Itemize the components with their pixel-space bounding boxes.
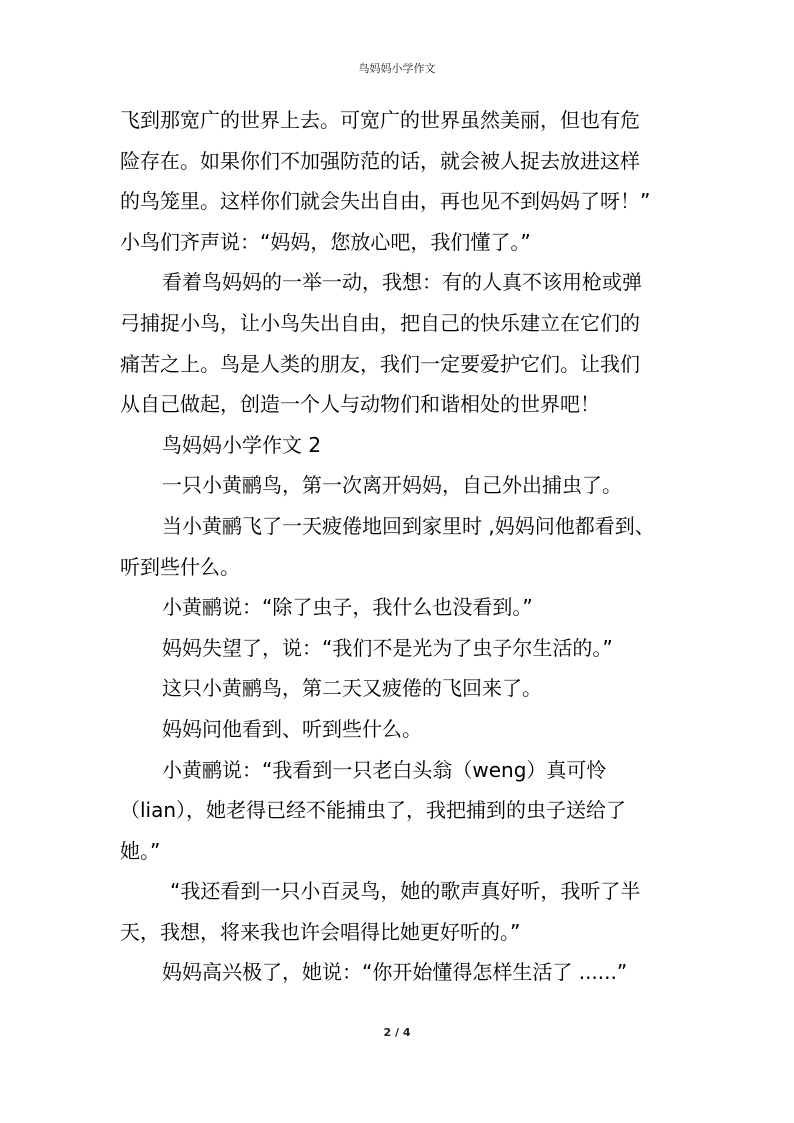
text-line: 听到些什么。 [120, 554, 240, 579]
paragraph-start-line: 这只小黄鹂鸟，第二天又疲倦的飞回来了。 [162, 676, 542, 701]
paragraph-start-line: “我还看到一只小百灵鸟，她的歌声真好听，我听了半 [170, 879, 641, 904]
text-line: 天，我想，将来我也许会唱得比她更好听的。” [120, 919, 521, 944]
paragraph-start-line: 妈妈失望了，说：“我们不是光为了虫子尔生活的。” [162, 635, 613, 660]
page-number: 2 / 4 [383, 1026, 411, 1039]
text-line: 小鸟们齐声说：“妈妈，您放心吧，我们懂了。” [120, 229, 531, 254]
text-line: 险存在。如果你们不加强防范的话，就会被人捉去放进这样 [120, 148, 640, 173]
paragraph-start-line: 看着鸟妈妈的一举一动，我想：有的人真不该用枪或弹 [162, 270, 642, 295]
text-line: 弓捕捉小鸟，让小鸟失出自由，把自己的快乐建立在它们的 [120, 310, 640, 335]
text-line: 飞到那宽广的世界上去。可宽广的世界虽然美丽，但也有危 [120, 108, 640, 132]
text-line: 痛苦之上。鸟是人类的朋友，我们一定要爱护它们。让我们 [120, 351, 640, 376]
section-heading: 鸟妈妈小学作文 2 [162, 432, 322, 457]
text-line: 她。” [120, 838, 161, 863]
paragraph-start-line: 妈妈高兴极了，她说：“你开始懂得怎样生活了 ......” [162, 960, 628, 985]
document-body [120, 100, 680, 993]
paragraph-start-line: 小黄鹂说：“我看到一只老白头翁（weng）真可怜 [162, 757, 607, 782]
paragraph-start-line: 一只小黄鹂鸟，第一次离开妈妈，自己外出捕虫了。 [162, 473, 622, 498]
text-line: 从自己做起，创造一个人与动物们和谐相处的世界吧！ [120, 392, 600, 417]
text-line: 的鸟笼里。这样你们就会失出自由，再也见不到妈妈了呀！” [120, 189, 651, 214]
paragraph-start-line: 妈妈问他看到、听到些什么。 [162, 716, 422, 741]
text-line: （lian），她老得已经不能捕虫了，我把捕到的虫子送给了 [120, 798, 627, 823]
paragraph-start-line: 小黄鹂说：“除了虫子，我什么也没看到。” [162, 595, 533, 620]
paragraph-start-line: 当小黄鹂飞了一天疲倦地回到家里时 ,妈妈问他都看到、 [162, 513, 655, 538]
page-header-title: 鸟妈妈小学作文 [358, 62, 436, 75]
